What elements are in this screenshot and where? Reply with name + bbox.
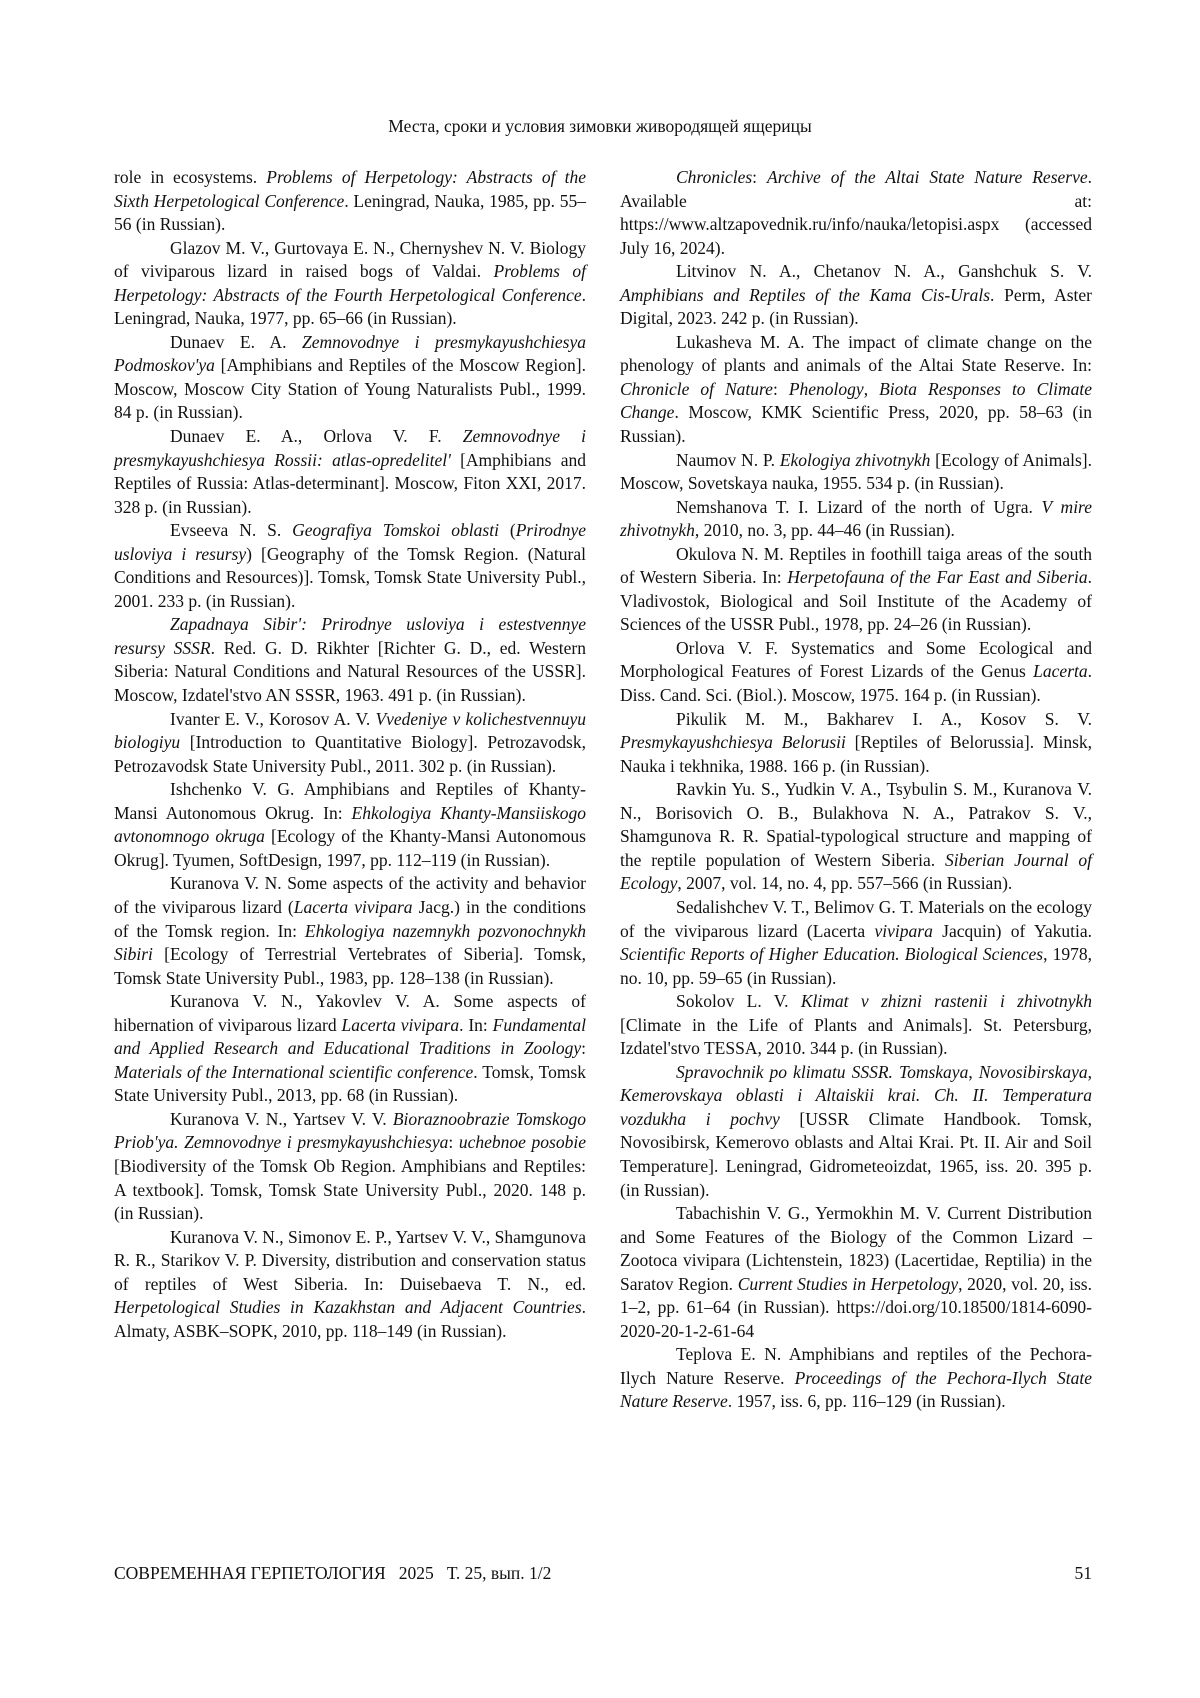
reference-entry: Ishchenko V. G. Amphibians and Reptiles of Khanty-Mansi Autonomous Okrug. In: Ehkologiya Khanty-Mansiiskogo avtonomnogo okruga [Ecology of the Khanty-Mansi Autonomous Okrug]. Tyumen, SoftDesign, 1997, pp. 112–119 (in Russian). bbox=[114, 779, 586, 870]
reference-column-left bbox=[114, 166, 586, 1343]
reference-entry: Litvinov N. A., Chetanov N. A., Ganshchuk S. V. Amphibians and Reptiles of the Kama Cis-Urals. Perm, Aster Digital, 2023. 242 p. (in Russian). bbox=[620, 261, 1092, 329]
reference-entry: Dunaev E. A. Zemnovodnye i presmykayushchiesya Podmoskov'ya [Amphibians and Reptiles of the Moscow Region]. Moscow, Moscow City Station of Young Naturalists Publ., 1999. 84 p. (in Russian). bbox=[114, 331, 586, 423]
reference-entry: Chronicles: Archive of the Altai State Nature Reserve. Available at: https://www.altzapovednik.ru/info/nauka/letopisi.aspx (accessed July 16, 2024). bbox=[620, 167, 1092, 258]
reference-entry: Kuranova V. N., Simonov E. P., Yartsev V. V., Shamgunova R. R., Starikov V. P. Diversity, distribution and conservation status of reptiles of West Siberia. In: Duisebaeva T. N., ed. Herpetological Studies in Kazakhstan and Adjacent Countries. Almaty, ASBK–SOPK, 2010, pp. 118–149 (in Russian). bbox=[114, 1226, 586, 1341]
reference-entry: Zapadnaya Sibir': Prirodnye usloviya i estestvennye resursy SSSR. Red. G. D. Rikhter [Richter G. D., ed. Western Siberia: Natural Conditions and Natural Resources of the USSR]. Moscow, Izdatel'stvo AN SSSR, 1963. 491 p. (in Russian). bbox=[114, 614, 586, 706]
reference-entry: Ravkin Yu. S., Yudkin V. A., Tsybulin S. M., Kuranova V. N., Borisovich O. B., Bulakhova N. A., Patrakov S. V., Shamgunova R. R. Spatial-typological structure and mapping of the reptile population of Western Siberia. Siberian Journal of Ecology, 2007, vol. 14, no. 4, pp. 557–566 (in Russian). bbox=[620, 779, 1092, 894]
reference-entry: Sokolov L. V. Klimat v zhizni rastenii i zhivotnykh [Climate in the Life of Plants and Animals]. St. Petersburg, Izdatel'stvo TESSA, 2010. 344 p. (in Russian). bbox=[620, 991, 1092, 1059]
reference-column-right bbox=[620, 166, 1092, 1414]
reference-entry: Okulova N. M. Reptiles in foothill taiga areas of the south of Western Siberia. In: Herpetofauna of the Far East and Siberia. Vladivostok, Biological and Soil Institute of the Academy of Sciences of the USSR Publ., 1978, pp. 24–26 (in Russian). bbox=[620, 543, 1092, 635]
reference-entry: Evseeva N. S. Geografiya Tomskoi oblasti (Prirodnye usloviya i resursy) [Geography of the Tomsk Region. (Natural Conditions and Resources)]. Tomsk, Tomsk State University Publ., 2001. 233 p. (in Russian). bbox=[114, 520, 587, 611]
reference-entry: Kuranova V. N. Some aspects of the activity and behavior of the viviparous lizard (Lacerta vivipara Jacg.) in the conditions of the Tomsk region. In: Ehkologiya nazemnykh pozvonochnykh Sibiri [Ecology of Terrestrial Vertebrates of Siberia]. Tomsk, Tomsk State University Publ., 1983, pp. 128–138 (in Russian). bbox=[114, 873, 586, 988]
running-head: Места, сроки и условия зимовки живородящей ящерицы bbox=[388, 116, 812, 136]
reference-entry: Naumov N. P. Ekologiya zhivotnykh [Ecology of Animals]. Moscow, Sovetskaya nauka, 1955. 534 p. (in Russian). bbox=[620, 449, 1093, 494]
reference-entry: Kuranova V. N., Yartsev V. V. Bioraznoobrazie Tomskogo Priob'ya. Zemnovodnye i presmykayushchiesya: uchebnoe posobie [Biodiversity of the Tomsk Ob Region. Amphibians and Reptiles: A textbook]. Tomsk, Tomsk State University Publ., 2020. 148 p. (in Russian). bbox=[114, 1108, 587, 1224]
reference-entry: Sedalishchev V. T., Belimov G. T. Materials on the ecology of the viviparous lizard (Lacerta vivipara Jacquin) of Yakutia. Scientific Reports of Higher Education. Biological Sciences, 1978, no. 10, pp. 59–65 (in Russian). bbox=[620, 896, 1093, 988]
page-number: 51 bbox=[1074, 1563, 1092, 1583]
reference-entry: Pikulik M. M., Bakharev I. A., Kosov S. V. Presmykayushchiesya Belorusii [Reptiles of Belorussia]. Minsk, Nauka i tekhnika, 1988. 166 p. (in Russian). bbox=[620, 708, 1092, 776]
reference-entry: Dunaev E. A., Orlova V. F. Zemnovodnye i presmykayushchiesya Rossii: atlas-opredelitel' [Amphibians and Reptiles of Russia: Atlas-determinant]. Moscow, Fiton XXI, 2017. 328 p. (in Russian). bbox=[114, 426, 587, 517]
reference-entry: Orlova V. F. Systematics and Some Ecological and Morphological Features of Forest Lizards of the Genus Lacerta. Diss. Cand. Sci. (Biol.). Moscow, 1975. 164 p. (in Russian). bbox=[620, 637, 1092, 706]
reference-entry: Spravochnik po klimatu SSSR. Tomskaya, Novosibirskaya, Kemerovskaya oblasti i Altaiskii krai. Ch. II. Temperatura vozdukha i pochvy [USSR Climate Handbook. Tomsk, Novosibirsk, Kemerovo oblasts and Altai Krai. Pt. II. Air and Soil Temperature]. Leningrad, Gidrometeoizdat, 1965, iss. 20. 395 p. (in Russian). bbox=[620, 1061, 1093, 1200]
reference-entry: Glazov M. V., Gurtovaya E. N., Chernyshev N. V. Biology of viviparous lizard in raised bogs of Valdai. Problems of Herpetology: Abstracts of the Fourth Herpetological Conference. Leningrad, Nauka, 1977, pp. 65–66 (in Russian). bbox=[114, 237, 586, 329]
reference-entry: Nemshanova T. I. Lizard of the north of Ugra. V mire zhivotnykh, 2010, no. 3, pp. 44–46 (in Russian). bbox=[620, 496, 1092, 541]
reference-entry: Ivanter E. V., Korosov A. V. Vvedeniye v kolichestvennuyu biologiyu [Introduction to Quantitative Biology]. Petrozavodsk, Petrozavodsk State University Publ., 2011. 302 p. (in Russian). bbox=[114, 708, 587, 776]
reference-entry: Teplova E. N. Amphibians and reptiles of the Pechora-Ilych Nature Reserve. Proceedings of the Pechora-Ilych State Nature Reserve. 1957, iss. 6, pp. 116–129 (in Russian). bbox=[620, 1344, 1092, 1412]
reference-entry: role in ecosystems. Problems of Herpetology: Abstracts of the Sixth Herpetological Conference. Leningrad, Nauka, 1985, pp. 55–56 (in Russian). bbox=[114, 167, 586, 235]
reference-entry: Tabachishin V. G., Yermokhin M. V. Current Distribution and Some Features of the Biology of the Common Lizard – Zootoca vivipara (Lichtenstein, 1823) (Lacertidae, Reptilia) in the Saratov Region. Current Studies in Herpetology, 2020, vol. 20, iss. 1–2, pp. 61–64 (in Russian). https://doi.org/10.18500/1814-6090-2020-20-1-2-61-64 bbox=[620, 1203, 1092, 1341]
reference-entry: Lukasheva M. A. The impact of climate change on the phenology of plants and animals of the Altai State Reserve. In: Chronicle of Nature: Phenology, Biota Responses to Climate Change. Moscow, KMK Scientific Press, 2020, pp. 58–63 (in Russian). bbox=[620, 331, 1092, 447]
reference-entry: Kuranova V. N., Yakovlev V. A. Some aspects of hibernation of viviparous lizard Lacerta vivipara. In: Fundamental and Applied Research and Educational Traditions in Zoology: Materials of the International scientific conference. Tomsk, Tomsk State University Publ., 2013, pp. 68 (in Russian). bbox=[114, 991, 586, 1106]
journal-footer: СОВРЕМЕННАЯ ГЕРПЕТОЛОГИЯ 2025 Т. 25, вып. 1/2 bbox=[114, 1563, 552, 1583]
